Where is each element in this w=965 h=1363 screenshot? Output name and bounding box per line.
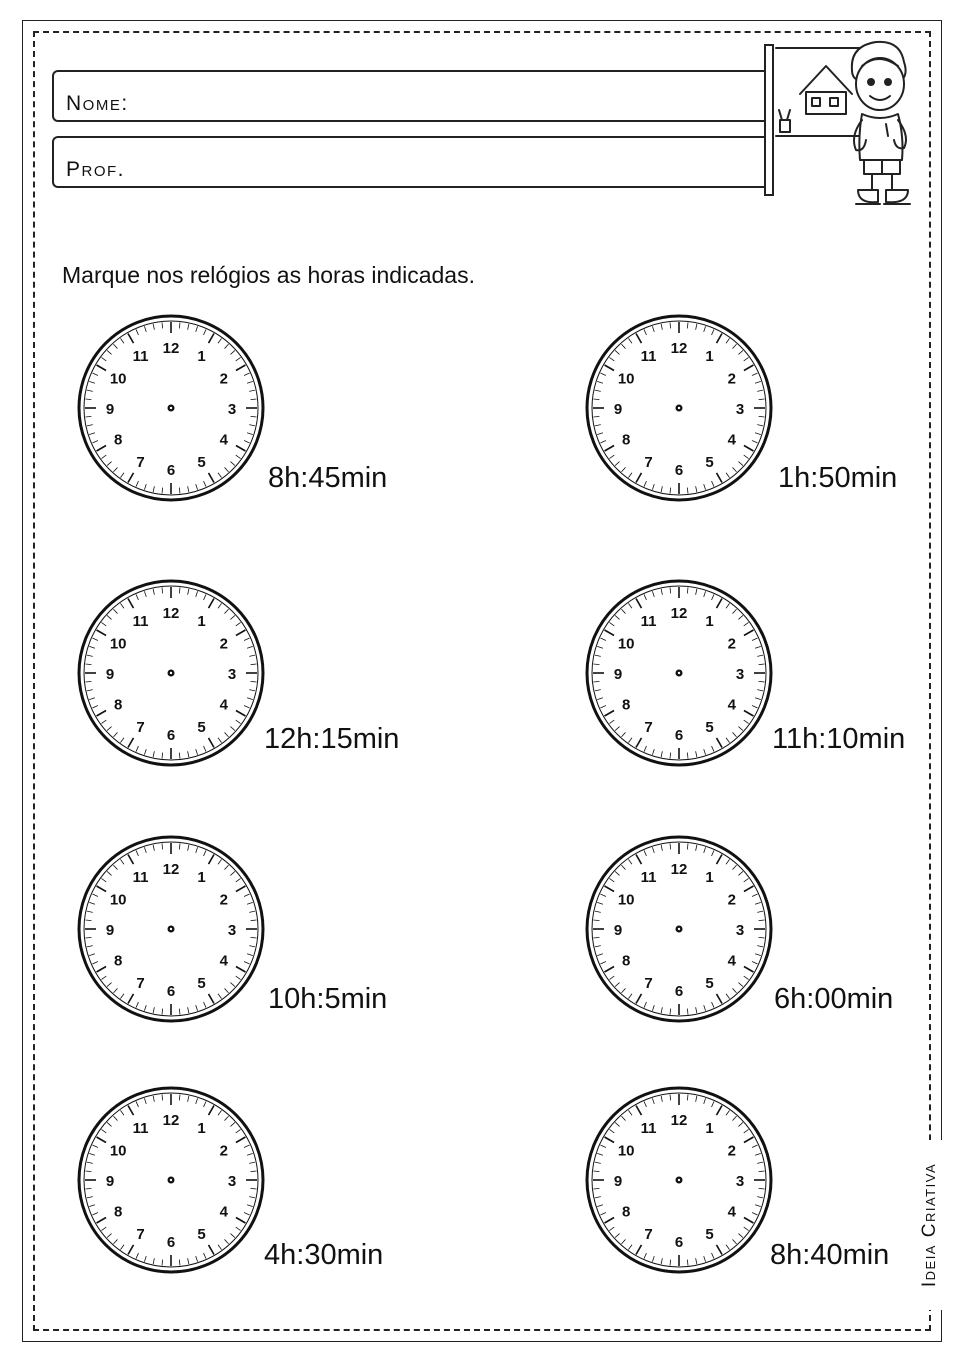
clock-number: 7 bbox=[136, 1225, 145, 1243]
clock-time-label: 1h:50min bbox=[778, 462, 898, 494]
kid-at-board-illustration bbox=[770, 40, 920, 215]
clock-number: 11 bbox=[640, 1120, 657, 1138]
clock-number: 4 bbox=[727, 1203, 737, 1221]
clock-number: 10 bbox=[109, 635, 127, 653]
clock-number: 3 bbox=[227, 1173, 237, 1190]
clock-number: 10 bbox=[617, 891, 635, 909]
clock-number: 2 bbox=[727, 370, 737, 388]
clock-number: 6 bbox=[674, 983, 684, 1000]
clock-face[interactable] bbox=[579, 573, 779, 773]
clock-number: 7 bbox=[644, 974, 653, 992]
clock-number: 1 bbox=[197, 869, 206, 887]
clock-face[interactable] bbox=[71, 308, 271, 508]
clock-number: 9 bbox=[613, 401, 623, 418]
clock-number: 9 bbox=[105, 1173, 115, 1190]
clock-number: 6 bbox=[166, 983, 176, 1000]
clock-number: 8 bbox=[113, 431, 123, 449]
clock-number: 8 bbox=[113, 1203, 123, 1221]
clock-number: 3 bbox=[735, 666, 745, 683]
clock-number: 6 bbox=[166, 462, 176, 479]
clock-number: 11 bbox=[132, 1120, 149, 1138]
clock-time-label: 8h:40min bbox=[770, 1239, 890, 1271]
clock-number: 12 bbox=[162, 340, 180, 357]
clock-number: 11 bbox=[132, 348, 149, 366]
clock-number: 2 bbox=[219, 635, 229, 653]
clock-number: 4 bbox=[727, 696, 737, 714]
clock-number: 6 bbox=[674, 462, 684, 479]
clock-number: 12 bbox=[670, 861, 688, 878]
clock-number: 1 bbox=[197, 613, 206, 631]
instruction-text: Marque nos relógios as horas indicadas. bbox=[62, 262, 475, 288]
clock-face[interactable] bbox=[71, 1080, 271, 1280]
clock-number: 12 bbox=[162, 605, 180, 622]
clock-center-pin bbox=[678, 407, 680, 409]
clock-number: 2 bbox=[727, 635, 737, 653]
clock-number: 3 bbox=[227, 666, 237, 683]
clock-time-label: 12h:15min bbox=[264, 723, 400, 755]
clock-number: 1 bbox=[197, 1120, 206, 1138]
clock-number: 12 bbox=[670, 340, 688, 357]
clock-number: 4 bbox=[219, 1203, 229, 1221]
clock-number: 10 bbox=[617, 635, 635, 653]
clock-number: 11 bbox=[132, 869, 149, 887]
clock-number: 6 bbox=[166, 727, 176, 744]
clock-face[interactable] bbox=[71, 573, 271, 773]
clock-number: 11 bbox=[640, 869, 657, 887]
clock-number: 10 bbox=[617, 370, 635, 388]
clock-number: 4 bbox=[219, 431, 229, 449]
clock-number: 9 bbox=[105, 922, 115, 939]
clock-center-pin bbox=[170, 672, 172, 674]
teacher-field[interactable] bbox=[52, 136, 764, 188]
clock-number: 8 bbox=[113, 952, 123, 970]
clock-number: 2 bbox=[727, 891, 737, 909]
clock-number: 12 bbox=[162, 1112, 180, 1129]
clock-number: 10 bbox=[109, 1142, 127, 1160]
clock-center-pin bbox=[170, 1179, 172, 1181]
clock-number: 5 bbox=[705, 453, 714, 471]
clock-number: 3 bbox=[227, 922, 237, 939]
clock-number: 9 bbox=[105, 401, 115, 418]
clock-number: 8 bbox=[621, 1203, 631, 1221]
clock-number: 5 bbox=[705, 718, 714, 736]
clock-number: 8 bbox=[621, 431, 631, 449]
clock-face[interactable] bbox=[579, 829, 779, 1029]
clock-number: 1 bbox=[197, 348, 206, 366]
clock-number: 5 bbox=[197, 974, 206, 992]
clock-time-label: 8h:45min bbox=[268, 462, 388, 494]
clock-center-pin bbox=[678, 928, 680, 930]
clock-center-pin bbox=[170, 407, 172, 409]
clock-number: 1 bbox=[705, 613, 714, 631]
clock-number: 2 bbox=[727, 1142, 737, 1160]
clock-number: 12 bbox=[162, 861, 180, 878]
clock-time-label: 11h:10min bbox=[772, 723, 906, 755]
clock-number: 10 bbox=[617, 1142, 635, 1160]
clock-number: 8 bbox=[113, 696, 123, 714]
clock-face[interactable] bbox=[71, 829, 271, 1029]
watermark-text: Ideia Criativa bbox=[918, 1140, 942, 1310]
clock-number: 7 bbox=[644, 1225, 653, 1243]
clock-number: 12 bbox=[670, 1112, 688, 1129]
clock-center-pin bbox=[678, 672, 680, 674]
clock-number: 2 bbox=[219, 1142, 229, 1160]
clock-number: 5 bbox=[705, 974, 714, 992]
clock-number: 2 bbox=[219, 370, 229, 388]
clock-number: 9 bbox=[105, 666, 115, 683]
clock-number: 7 bbox=[644, 453, 653, 471]
clock-number: 10 bbox=[109, 370, 127, 388]
teacher-label: Prof. bbox=[66, 158, 126, 181]
clock-time-label: 4h:30min bbox=[264, 1239, 384, 1271]
clock-number: 7 bbox=[644, 718, 653, 736]
clock-time-label: 10h:5min bbox=[268, 983, 388, 1015]
clock-number: 2 bbox=[219, 891, 229, 909]
clock-number: 3 bbox=[735, 922, 745, 939]
clock-number: 9 bbox=[613, 666, 623, 683]
clock-number: 1 bbox=[705, 348, 714, 366]
clock-number: 8 bbox=[621, 696, 631, 714]
clock-number: 5 bbox=[705, 1225, 714, 1243]
clock-number: 9 bbox=[613, 1173, 623, 1190]
clock-number: 11 bbox=[640, 613, 657, 631]
clock-number: 1 bbox=[705, 1120, 714, 1138]
clock-number: 5 bbox=[197, 453, 206, 471]
clock-face[interactable] bbox=[579, 1080, 779, 1280]
clock-time-label: 6h:00min bbox=[774, 983, 894, 1015]
clock-number: 5 bbox=[197, 718, 206, 736]
clock-number: 3 bbox=[735, 401, 745, 418]
clock-number: 6 bbox=[674, 727, 684, 744]
clock-center-pin bbox=[170, 928, 172, 930]
clock-number: 7 bbox=[136, 453, 145, 471]
clock-number: 1 bbox=[705, 869, 714, 887]
clock-number: 4 bbox=[727, 952, 737, 970]
clock-number: 11 bbox=[132, 613, 149, 631]
name-field[interactable] bbox=[52, 70, 764, 122]
clock-number: 4 bbox=[727, 431, 737, 449]
clock-number: 9 bbox=[613, 922, 623, 939]
clock-number: 8 bbox=[621, 952, 631, 970]
clock-number: 3 bbox=[735, 1173, 745, 1190]
clock-face[interactable] bbox=[579, 308, 779, 508]
clock-number: 12 bbox=[670, 605, 688, 622]
clock-number: 5 bbox=[197, 1225, 206, 1243]
clock-center-pin bbox=[678, 1179, 680, 1181]
name-label: Nome: bbox=[66, 92, 129, 115]
clock-number: 7 bbox=[136, 718, 145, 736]
clock-number: 10 bbox=[109, 891, 127, 909]
clock-number: 3 bbox=[227, 401, 237, 418]
clock-number: 7 bbox=[136, 974, 145, 992]
clock-number: 6 bbox=[674, 1234, 684, 1251]
clock-number: 4 bbox=[219, 952, 229, 970]
clock-number: 4 bbox=[219, 696, 229, 714]
clock-number: 6 bbox=[166, 1234, 176, 1251]
clock-number: 11 bbox=[640, 348, 657, 366]
